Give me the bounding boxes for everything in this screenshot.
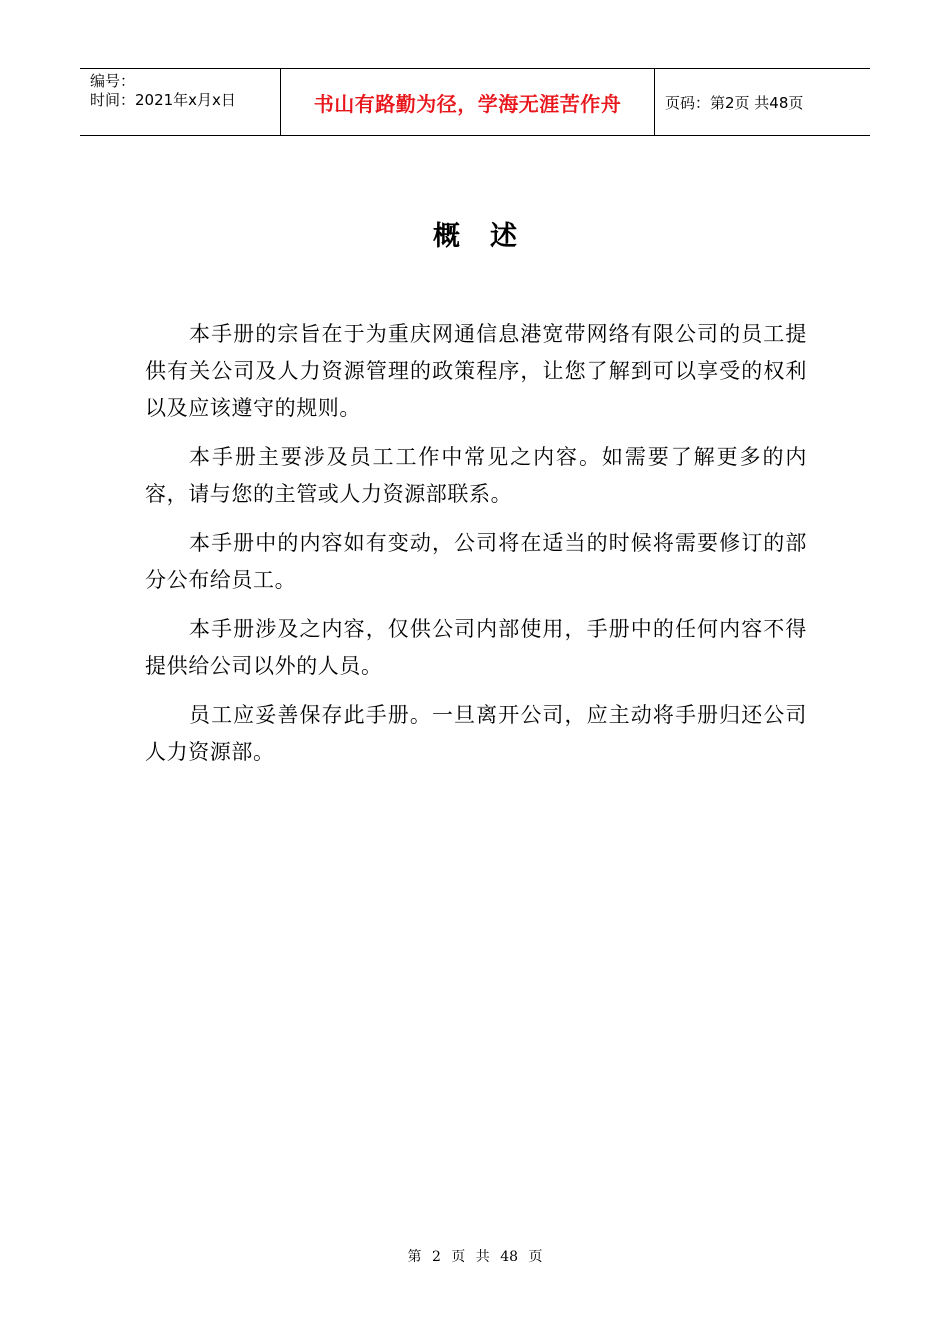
header-motto: 书山有路勤为径，学海无涯苦作舟	[313, 91, 622, 116]
page-header	[80, 68, 870, 136]
header-page-cell	[655, 69, 870, 135]
document-title: 概述	[433, 221, 547, 252]
header-meta-cell	[80, 69, 281, 135]
header-page-info: 页码：第2页 共48页	[665, 93, 804, 112]
header-motto-cell	[281, 69, 655, 135]
document-number-label: 编号：	[90, 72, 136, 90]
document-time-label: 时间：2021年x月x日	[90, 91, 236, 109]
document-body	[145, 316, 807, 783]
page-footer: 第 2 页 共 48 页	[407, 1249, 543, 1265]
body-paragraph: 员工应妥善保存此手册。一旦离开公司，应主动将手册归还公司人力资源部。	[145, 703, 807, 764]
body-paragraph: 本手册中的内容如有变动，公司将在适当的时候将需要修订的部分公布给员工。	[145, 531, 807, 592]
body-paragraph: 本手册涉及之内容，仅供公司内部使用，手册中的任何内容不得提供给公司以外的人员。	[145, 617, 807, 678]
body-paragraph: 本手册的宗旨在于为重庆网通信息港宽带网络有限公司的员工提供有关公司及人力资源管理的政策程序，让您了解到可以享受的权利以及应该遵守的规则。	[145, 322, 807, 420]
body-paragraph: 本手册主要涉及员工工作中常见之内容。如需要了解更多的内容，请与您的主管或人力资源部联系。	[145, 445, 807, 506]
